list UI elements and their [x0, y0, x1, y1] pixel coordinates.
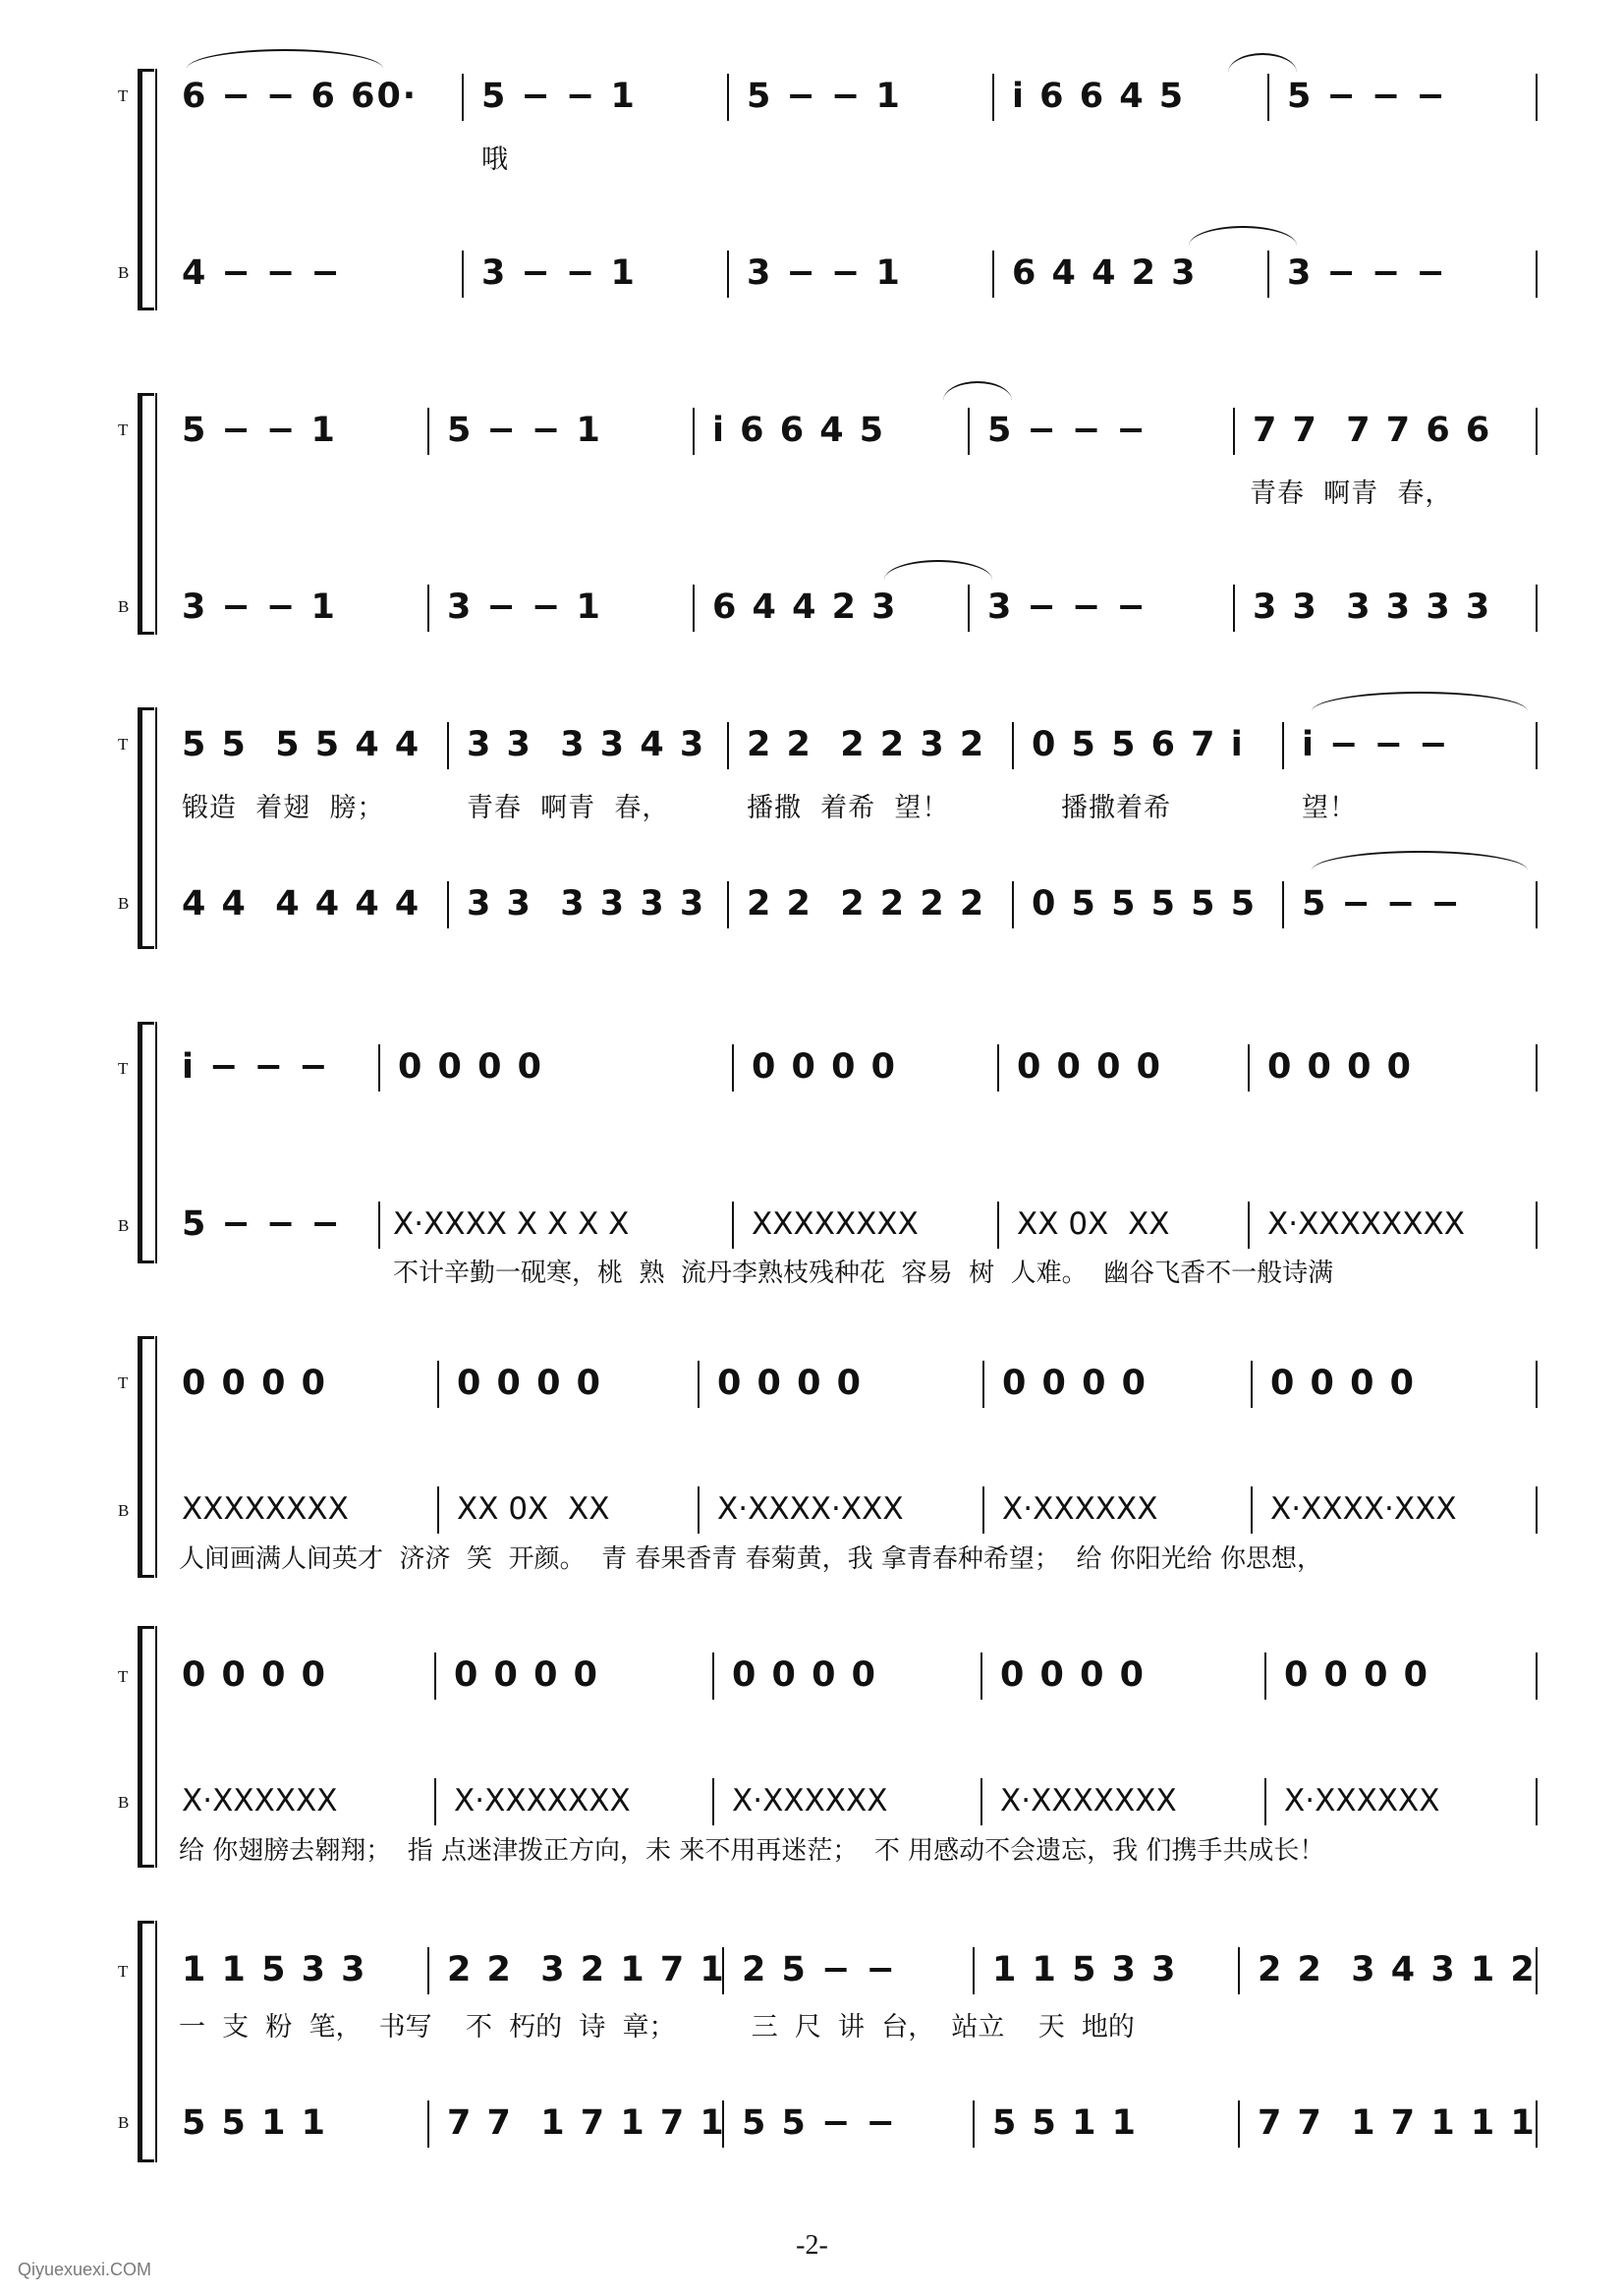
- barline: [1233, 585, 1235, 632]
- barline: [968, 408, 970, 455]
- measure-t: 0 0 0 0: [1000, 1655, 1146, 1695]
- system-bracket-line: [155, 1921, 157, 2162]
- voice-label-bottom: B: [118, 1216, 130, 1235]
- measure-b: 3 3 3 3 3 3: [467, 884, 706, 924]
- measure-b: X·XXXXXX: [1284, 1783, 1440, 1819]
- lyric-b: 给 你翅膀去翱翔； 指 点迷津拨正方向，未 来不用再迷茫； 不 用感动不会遗忘，我 们携手共成长！: [179, 1836, 1325, 1866]
- measure-b: XX 0X XX: [1017, 1206, 1170, 1242]
- voice-label-top: T: [118, 1059, 129, 1078]
- barline: [437, 1361, 439, 1408]
- barline: [427, 2100, 429, 2148]
- barline: [732, 1044, 734, 1092]
- barline: [698, 1486, 700, 1534]
- system-bracket-line: [155, 393, 157, 635]
- barline: [1248, 1202, 1250, 1249]
- barline: [1536, 1361, 1538, 1408]
- measure-t: 5 − − 1: [447, 411, 602, 450]
- system-4: [0, 992, 1624, 1287]
- barline: [1238, 1947, 1240, 1994]
- barline: [1282, 881, 1284, 928]
- voice-label-top: T: [118, 420, 129, 439]
- measure-t: 0 0 0 0: [1284, 1655, 1429, 1695]
- system-bracket: [138, 1921, 154, 2162]
- measure-b: 3 − − 1: [182, 588, 337, 627]
- barline: [1233, 408, 1235, 455]
- barline: [973, 1947, 975, 1994]
- voice-label-top: T: [118, 1962, 129, 1981]
- voice-label-bottom: B: [118, 1793, 130, 1812]
- barline: [980, 1652, 982, 1700]
- barline: [982, 1486, 984, 1534]
- barline: [434, 1652, 436, 1700]
- measure-t: 2 2 3 2 1 7 1: [447, 1950, 726, 1989]
- system-bracket-line: [155, 707, 157, 949]
- measure-b: XX 0X XX: [457, 1491, 610, 1527]
- barline: [434, 1778, 436, 1825]
- measure-b: 0 5 5 5 5 5: [1032, 884, 1258, 924]
- barline: [1536, 1486, 1538, 1534]
- barline: [1536, 74, 1538, 121]
- lyric-t: 锻造 着翅 膀；: [182, 793, 385, 823]
- measure-b: 3 − − −: [1287, 253, 1447, 293]
- voice-label-top: T: [118, 86, 129, 105]
- system-bracket-line: [155, 1626, 157, 1868]
- measure-t: 0 0 0 0: [1002, 1364, 1148, 1403]
- measure-b: X·XXXXXX: [1002, 1491, 1158, 1527]
- measure-b: X·XXXXXXXX: [1267, 1206, 1465, 1242]
- voice-label-top: T: [118, 735, 129, 754]
- measure-t: 5 5 5 5 4 4: [182, 725, 421, 764]
- measure-b: X·XXXXXXX: [454, 1783, 631, 1819]
- voice-label-top: T: [118, 1667, 129, 1686]
- measure-t: 0 5 5 6 7 i: [1032, 725, 1245, 764]
- system-bracket: [138, 1336, 154, 1578]
- barline: [427, 585, 429, 632]
- lyric-b: 人间画满人间英才 济济 笑 开颜。 青 春果香青 春菊黄，我 拿青春种希望； 给 你阳光给 你思想，: [179, 1544, 1322, 1574]
- measure-t: 2 2 3 4 3 1 2: [1258, 1950, 1537, 1989]
- barline: [712, 1652, 714, 1700]
- barline: [968, 585, 970, 632]
- measure-t: 1 1 5 3 3: [182, 1950, 367, 1989]
- measure-b: XXXXXXXX: [752, 1206, 919, 1242]
- measure-b: 7 7 1 7 1 1 1: [1258, 2103, 1537, 2143]
- measure-t: 7 7 7 7 6 6: [1253, 411, 1492, 450]
- barline: [1012, 722, 1014, 769]
- measure-b: 5 5 1 1: [992, 2103, 1138, 2143]
- system-5: [0, 1307, 1624, 1601]
- measure-t: 0 0 0 0: [182, 1655, 327, 1695]
- measure-t: i − − −: [182, 1047, 330, 1087]
- voice-label-bottom: B: [118, 1501, 130, 1520]
- measure-b: 5 − − −: [182, 1204, 342, 1244]
- system-3: [0, 678, 1624, 973]
- system-bracket: [138, 1626, 154, 1868]
- measure-t: 5 − − 1: [481, 77, 637, 116]
- system-bracket-line: [155, 1022, 157, 1263]
- barline: [693, 408, 695, 455]
- barline: [437, 1486, 439, 1534]
- barline: [693, 585, 695, 632]
- barline: [378, 1044, 380, 1092]
- barline: [1536, 1947, 1538, 1994]
- measure-b: 5 5 − −: [742, 2103, 897, 2143]
- slur: [1312, 851, 1528, 870]
- barline: [982, 1361, 984, 1408]
- measure-t: 1 1 5 3 3: [992, 1950, 1178, 1989]
- system-6: [0, 1596, 1624, 1891]
- barline: [992, 74, 994, 121]
- measure-t: 0 0 0 0: [182, 1364, 327, 1403]
- barline: [992, 251, 994, 298]
- voice-label-bottom: B: [118, 263, 130, 282]
- measure-b: 7 7 1 7 1 7 1: [447, 2103, 726, 2143]
- watermark: Qiyuexuexi.COM: [18, 2260, 152, 2279]
- system-bracket: [138, 69, 154, 310]
- system-bracket-line: [155, 1336, 157, 1578]
- barline: [462, 251, 464, 298]
- system-bracket: [138, 1022, 154, 1263]
- measure-b: 2 2 2 2 2 2: [747, 884, 986, 924]
- barline: [980, 1778, 982, 1825]
- voice-label-bottom: B: [118, 597, 130, 616]
- voice-label-bottom: B: [118, 894, 130, 913]
- lyric-t: 一 支 粉 笔， 书写 不 朽的 诗 章； 三 尺 讲 台， 站立 天 地的: [179, 2012, 1135, 2043]
- barline: [1012, 881, 1014, 928]
- barline: [722, 2100, 724, 2148]
- measure-b: X·XXXX·XXX: [1270, 1491, 1457, 1527]
- measure-b: X·XXXX X X X X: [393, 1206, 630, 1242]
- barline: [1251, 1486, 1253, 1534]
- barline: [727, 722, 729, 769]
- barline: [1536, 585, 1538, 632]
- measure-b: X·XXXXXX: [182, 1783, 338, 1819]
- barline: [1536, 1202, 1538, 1249]
- barline: [727, 881, 729, 928]
- barline: [1282, 722, 1284, 769]
- barline: [447, 722, 449, 769]
- measure-t: 0 0 0 0: [457, 1364, 602, 1403]
- voice-label-bottom: B: [118, 2113, 130, 2132]
- measure-b: 6 4 4 2 3: [712, 588, 898, 627]
- measure-b: 4 − − −: [182, 253, 342, 293]
- barline: [1536, 1044, 1538, 1092]
- slur: [1189, 226, 1297, 246]
- lyric-t: 望！: [1302, 793, 1357, 823]
- barline: [1536, 251, 1538, 298]
- system-7: [0, 1891, 1624, 2186]
- system-bracket-line: [155, 69, 157, 310]
- lyric-b: 不计辛勤一砚寒，桃 熟 流丹李熟枝残种花 容易 树 人难。 幽谷飞香不一般诗满: [393, 1259, 1334, 1288]
- barline: [1536, 1652, 1538, 1700]
- system-bracket: [138, 393, 154, 635]
- barline: [727, 251, 729, 298]
- barline: [973, 2100, 975, 2148]
- measure-t: 3 3 3 3 4 3: [467, 725, 706, 764]
- barline: [1238, 2100, 1240, 2148]
- measure-b: X·XXXX·XXX: [717, 1491, 904, 1527]
- slur: [187, 49, 383, 69]
- barline: [1536, 1778, 1538, 1825]
- measure-t: 0 0 0 0: [1270, 1364, 1416, 1403]
- slur: [943, 381, 1012, 401]
- barline: [997, 1202, 999, 1249]
- measure-b: XXXXXXXX: [182, 1491, 349, 1527]
- measure-b: 5 5 1 1: [182, 2103, 327, 2143]
- measure-t: i − − −: [1302, 725, 1450, 764]
- measure-b: 3 − − 1: [481, 253, 637, 293]
- lyric-t: 青春 啊青 春，: [1250, 478, 1453, 509]
- barline: [1248, 1044, 1250, 1092]
- measure-t: 0 0 0 0: [454, 1655, 599, 1695]
- lyric-t: 播撒着希: [1061, 793, 1171, 823]
- measure-t: 0 0 0 0: [752, 1047, 897, 1087]
- barline: [462, 74, 464, 121]
- measure-b: 6 4 4 2 3: [1012, 253, 1198, 293]
- lyric-t: 青春 啊青 春，: [467, 793, 670, 823]
- barline: [727, 74, 729, 121]
- slur: [1312, 692, 1528, 711]
- system-bracket: [138, 707, 154, 949]
- barline: [427, 408, 429, 455]
- barline: [732, 1202, 734, 1249]
- slur: [884, 560, 992, 580]
- measure-b: X·XXXXXX: [732, 1783, 888, 1819]
- barline: [1264, 1652, 1266, 1700]
- measure-b: 3 − − −: [987, 588, 1148, 627]
- barline: [1267, 74, 1269, 121]
- measure-t: 0 0 0 0: [717, 1364, 863, 1403]
- system-2: [0, 364, 1624, 658]
- system-1: [0, 39, 1624, 334]
- measure-b: 3 − − 1: [747, 253, 902, 293]
- measure-t: i 6 6 4 5: [1012, 77, 1186, 116]
- measure-t: 0 0 0 0: [1017, 1047, 1162, 1087]
- barline: [1267, 251, 1269, 298]
- measure-t: 0 0 0 0: [732, 1655, 877, 1695]
- barline: [1264, 1778, 1266, 1825]
- measure-t: 5 − − 1: [747, 77, 902, 116]
- measure-b: 4 4 4 4 4 4: [182, 884, 421, 924]
- voice-label-top: T: [118, 1373, 129, 1392]
- measure-t: 6 − − 6 60·: [182, 77, 419, 116]
- barline: [447, 881, 449, 928]
- measure-t: 5 − − 1: [182, 411, 337, 450]
- page-number: -2-: [796, 2230, 828, 2261]
- measure-t: 0 0 0 0: [398, 1047, 543, 1087]
- barline: [1536, 2100, 1538, 2148]
- measure-t: i 6 6 4 5: [712, 411, 886, 450]
- lyric-t: 哦: [481, 144, 509, 175]
- measure-t: 0 0 0 0: [1267, 1047, 1413, 1087]
- measure-b: 5 − − −: [1302, 884, 1462, 924]
- barline: [1536, 408, 1538, 455]
- barline: [378, 1202, 380, 1249]
- barline: [1536, 881, 1538, 928]
- barline: [427, 1947, 429, 1994]
- barline: [1251, 1361, 1253, 1408]
- measure-t: 2 5 − −: [742, 1950, 897, 1989]
- measure-b: X·XXXXXXX: [1000, 1783, 1177, 1819]
- barline: [997, 1044, 999, 1092]
- barline: [1536, 722, 1538, 769]
- measure-t: 5 − − −: [1287, 77, 1447, 116]
- measure-t: 5 − − −: [987, 411, 1148, 450]
- barline: [712, 1778, 714, 1825]
- measure-b: 3 3 3 3 3 3: [1253, 588, 1492, 627]
- barline: [722, 1947, 724, 1994]
- lyric-t: 播撒 着希 望！: [747, 793, 950, 823]
- slur: [1228, 53, 1297, 73]
- measure-b: 3 − − 1: [447, 588, 602, 627]
- barline: [698, 1361, 700, 1408]
- measure-t: 2 2 2 2 3 2: [747, 725, 986, 764]
